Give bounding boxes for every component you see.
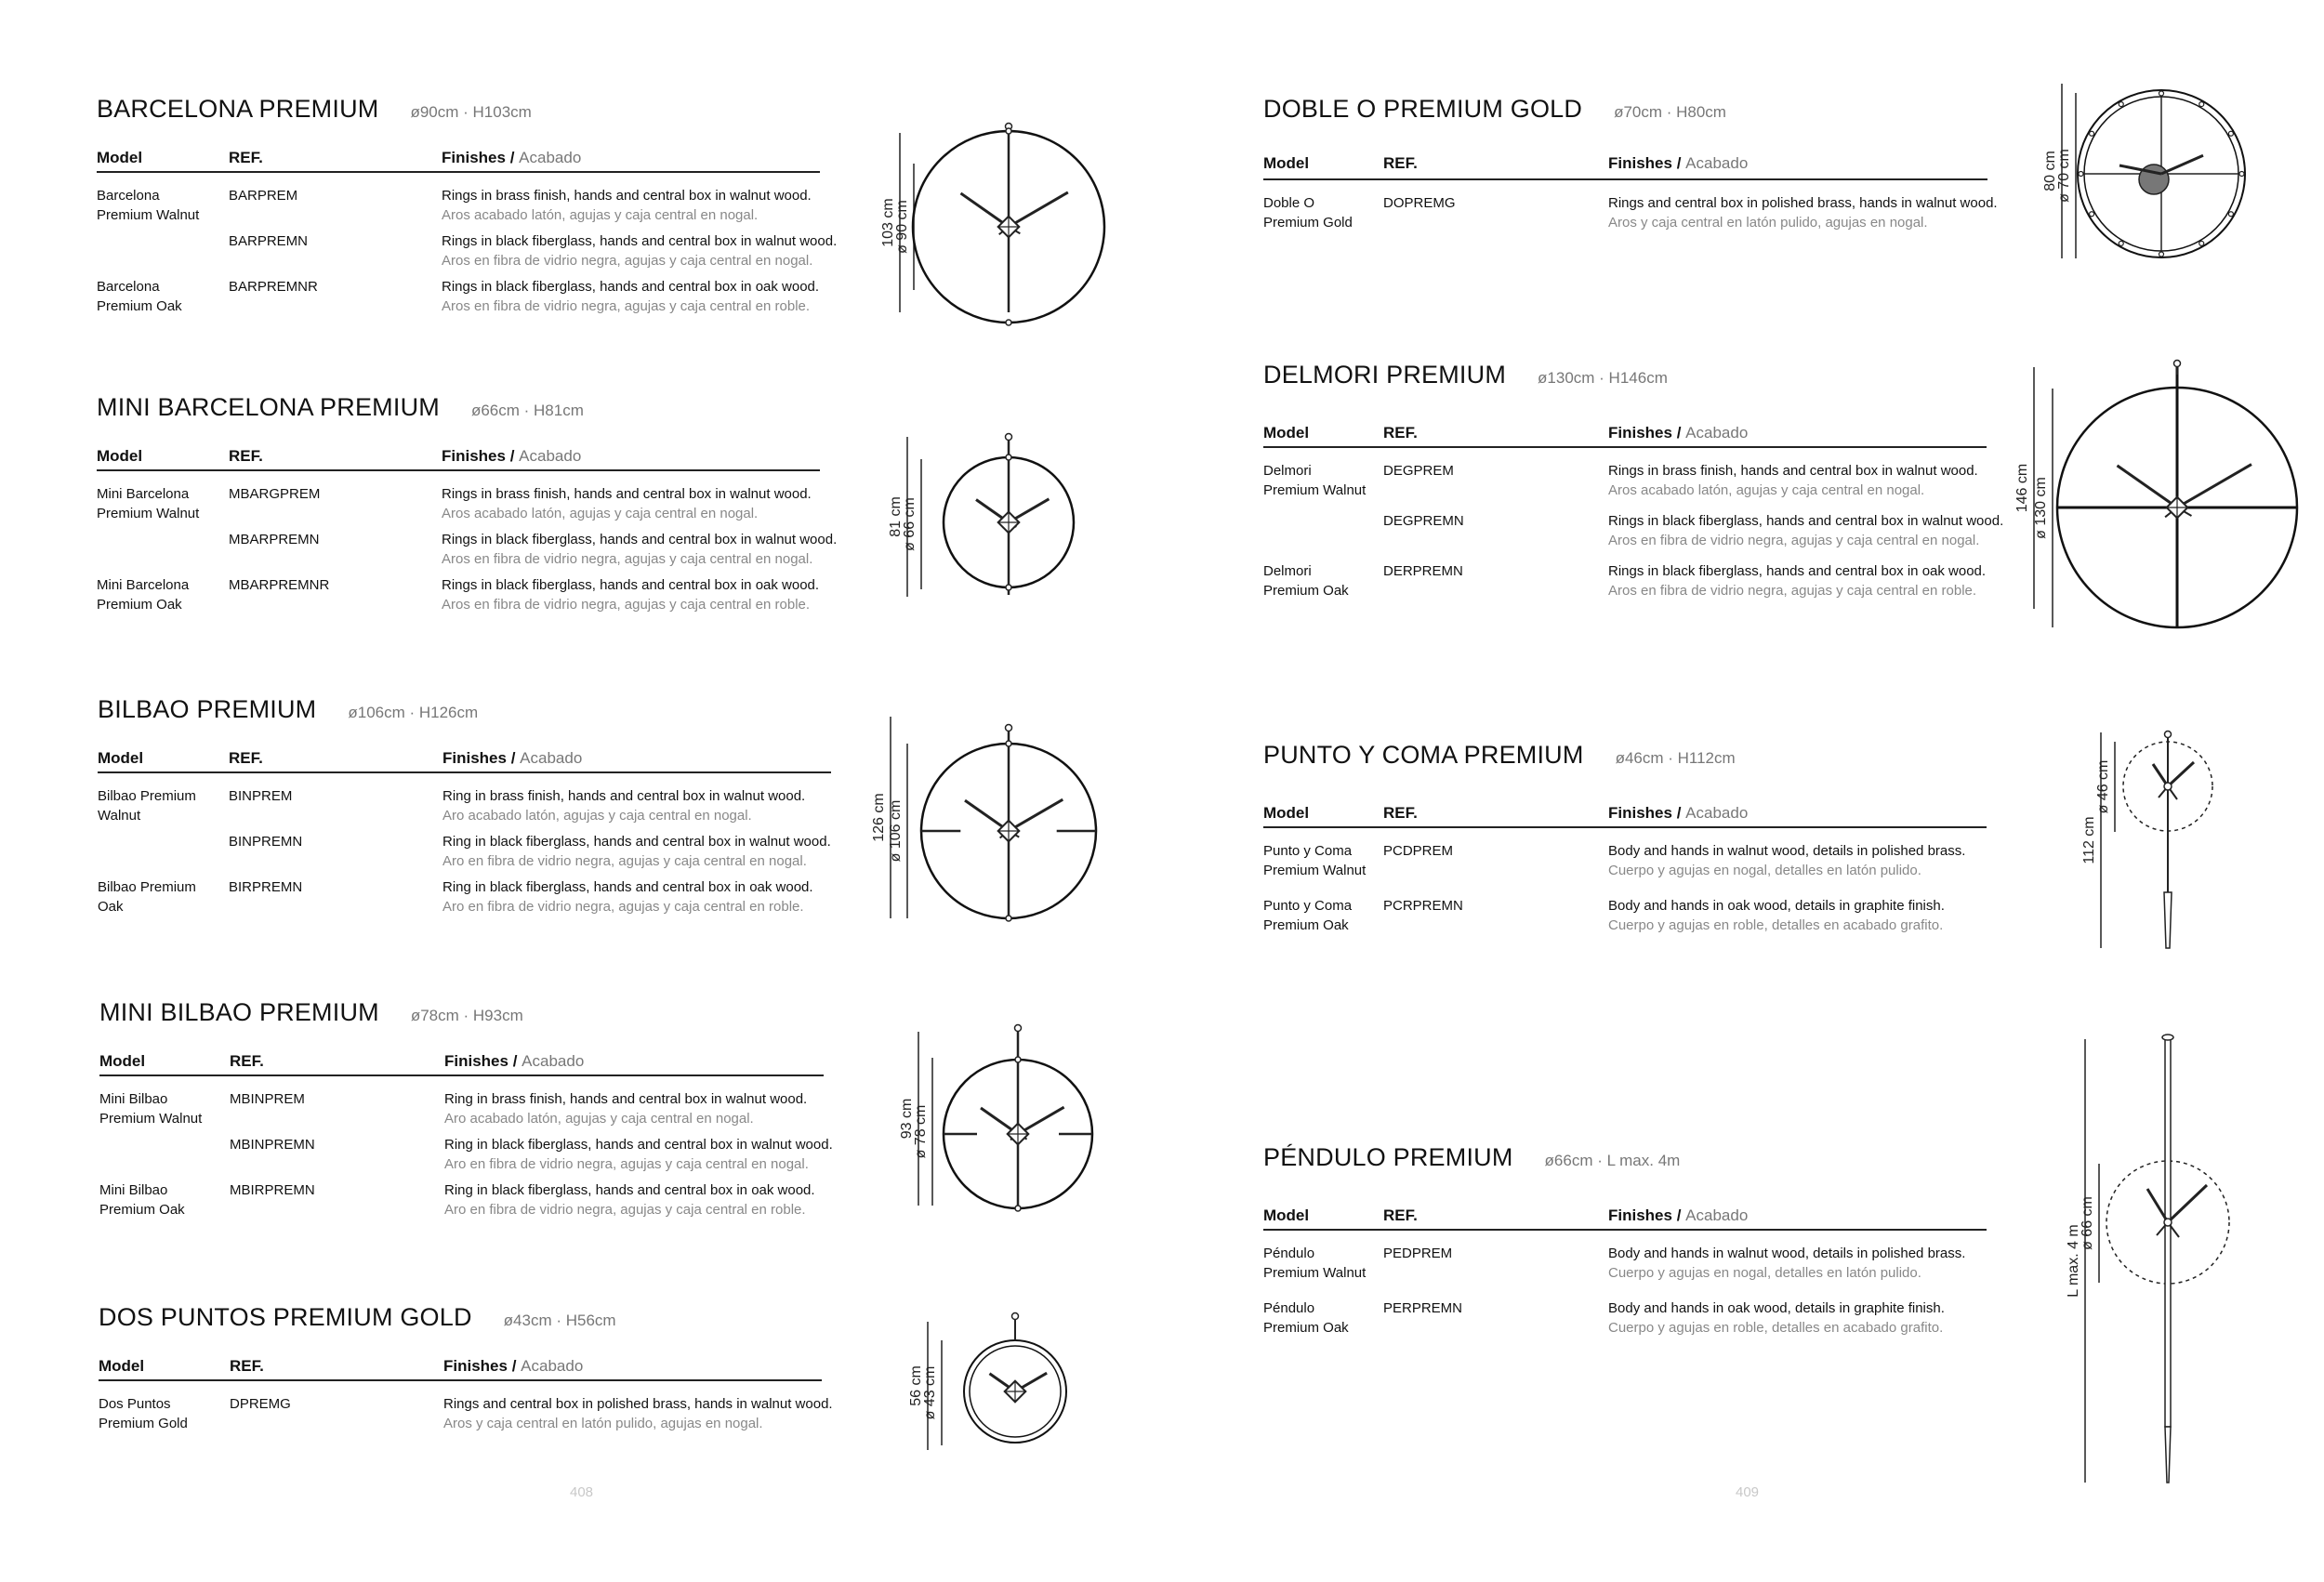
dimension-label: 146 cm [2014, 463, 2030, 513]
product-dimensions: ø66cm · L max. 4m [1544, 1152, 1681, 1169]
model-name-line: Barcelona [97, 279, 160, 295]
reference-code: DPREMG [230, 1396, 291, 1412]
dimension-label: ø 46 cm [2095, 759, 2111, 814]
reference-code: PEDPREM [1383, 1246, 1453, 1261]
header-rule [1263, 178, 1987, 180]
product-section [1263, 1143, 2100, 1422]
acabado-label: Acabado [519, 447, 582, 465]
model-name [99, 1089, 225, 1128]
finish-english: Rings in brass finish, hands and central box in walnut wood. [442, 486, 812, 502]
clock-ring [913, 131, 1104, 323]
acabado-label: Acabado [1685, 154, 1749, 172]
minute-hand [2177, 465, 2251, 508]
product-title: BARCELONA PREMIUM [97, 95, 379, 123]
clock-ring [944, 457, 1074, 587]
model-name-line: Delmori [1263, 463, 1312, 479]
clock-ring [921, 744, 1096, 918]
reference-code: DEGPREMN [1383, 513, 1464, 529]
column-header-ref: REF. [1383, 424, 1418, 442]
header-rule [98, 771, 831, 773]
column-header-finishes [442, 149, 581, 167]
model-name-line: Premium Oak [97, 597, 182, 613]
model-name-line: Punto y Coma [1263, 843, 1353, 859]
model-name [99, 1394, 224, 1433]
product-section [1263, 95, 2100, 374]
finish-description [442, 832, 831, 871]
column-header-ref: REF. [229, 447, 263, 465]
finish-description [1608, 1299, 1945, 1338]
pendulum-tip [2164, 892, 2172, 948]
dimension-label: ø 66 cm [2080, 1196, 2095, 1250]
dimension-label: 93 cm [899, 1098, 915, 1140]
finish-english: Rings in black fiberglass, hands and central box in walnut wood. [1608, 513, 2004, 529]
product-dimensions: ø130cm · H146cm [1538, 369, 1668, 387]
reference-code: DEGPREM [1383, 463, 1454, 479]
column-header-model: Model [1263, 424, 1310, 442]
finishes-slash: / [511, 1357, 517, 1375]
column-header-finishes [1608, 1206, 1748, 1225]
product-dimensions: ø106cm · H126cm [348, 704, 479, 721]
finishes-slash: / [510, 749, 516, 767]
column-header-finishes [1608, 154, 1748, 173]
finish-description [1608, 193, 1998, 232]
finish-spanish: Aros en fibra de vidrio negra, agujas y caja central en nogal. [442, 253, 813, 269]
finish-description [442, 277, 819, 316]
model-name-line: Premium Oak [97, 298, 182, 314]
column-header-model: Model [98, 749, 144, 767]
acabado-label: Acabado [520, 749, 583, 767]
dimension-label: ø 70 cm [2056, 149, 2072, 203]
hour-hand [961, 193, 1010, 227]
reference-code: DOPREMG [1383, 195, 1456, 211]
finish-description [444, 1180, 815, 1219]
model-name-line: Péndulo [1263, 1300, 1315, 1316]
finish-english: Body and hands in oak wood, details in graphite finish. [1608, 898, 1945, 914]
finish-spanish: Aros en fibra de vidrio negra, agujas y caja central en roble. [442, 298, 811, 314]
header-rule [1263, 446, 1987, 448]
model-name-line: Premium Walnut [97, 506, 200, 521]
product-title-row [99, 998, 523, 1027]
product-section [99, 1303, 935, 1582]
model-name [97, 575, 222, 614]
column-header-ref: REF. [230, 1357, 264, 1375]
product-section [99, 998, 936, 1277]
model-name-line: Premium Gold [99, 1416, 188, 1431]
model-name-line: Mini Barcelona [97, 577, 190, 593]
finish-spanish: Aros en fibra de vidrio negra, agujas y caja central en nogal. [1608, 533, 1980, 548]
central-box [2139, 165, 2169, 194]
central-box [2166, 496, 2188, 519]
hour-hand [976, 500, 1009, 523]
model-name-line: Mini Barcelona [97, 486, 190, 502]
finish-english: Ring in black fiberglass, hands and central box in walnut wood. [444, 1137, 833, 1153]
finish-spanish: Aros en fibra de vidrio negra, agujas y caja central en roble. [442, 597, 811, 613]
column-header-model: Model [1263, 154, 1310, 172]
reference-code: PCRPREMN [1383, 898, 1463, 914]
dimension-label: 56 cm [908, 1365, 924, 1406]
product-title: MINI BARCELONA PREMIUM [97, 393, 440, 421]
finish-spanish: Aro en fibra de vidrio negra, agujas y caja central en roble. [444, 1202, 806, 1218]
minute-hand [1018, 1107, 1064, 1134]
clock-ring [964, 1340, 1066, 1443]
minute-hand [2168, 762, 2194, 786]
finishes-label: Finishes [1608, 804, 1672, 822]
product-title-row [1263, 361, 1668, 389]
product-title: DOBLE O PREMIUM GOLD [1263, 95, 1583, 123]
product-title: MINI BILBAO PREMIUM [99, 998, 379, 1026]
model-name [1263, 561, 1389, 600]
model-name-line: Premium Oak [1263, 583, 1349, 599]
hour-hand [2118, 466, 2178, 508]
dimension-label: 103 cm [880, 198, 896, 247]
reference-code: MBINPREM [230, 1091, 305, 1107]
finish-spanish: Aro acabado latón, agujas y caja central en nogal. [444, 1111, 754, 1127]
model-name-line: Premium Walnut [97, 207, 200, 223]
model-name [98, 786, 223, 825]
reference-code: BARPREMNR [229, 279, 318, 295]
column-header-finishes [442, 447, 581, 466]
pendulum-body [2165, 1039, 2171, 1427]
minute-hand [1009, 799, 1063, 831]
dimension-label: 81 cm [888, 496, 904, 537]
finish-description [442, 575, 819, 614]
dimension-label: 112 cm [2081, 816, 2097, 864]
column-header-ref: REF. [229, 749, 263, 767]
finish-description [443, 1394, 833, 1433]
header-rule [99, 1379, 822, 1381]
finish-description [1608, 896, 1945, 935]
product-title: BILBAO PREMIUM [98, 695, 317, 723]
column-header-model: Model [1263, 1206, 1310, 1224]
model-name-line: Barcelona [97, 188, 160, 204]
reference-code: DERPREMN [1383, 563, 1463, 579]
finish-english: Rings in black fiberglass, hands and central box in oak wood. [442, 577, 820, 593]
product-title-row [97, 393, 584, 422]
minute-hand [1009, 499, 1049, 522]
hour-hand [990, 1374, 1016, 1391]
product-dimensions: ø78cm · H93cm [410, 1007, 523, 1024]
finish-english: Rings in black fiberglass, hands and central box in walnut wood. [442, 233, 838, 249]
reference-code: MBARPREMNR [229, 577, 330, 593]
acabado-label: Acabado [521, 1357, 584, 1375]
finish-description [442, 877, 813, 916]
model-name-line: Premium Walnut [1263, 482, 1367, 498]
product-title-row [98, 695, 478, 724]
dimension-label: ø 43 cm [922, 1365, 938, 1420]
header-rule [97, 171, 820, 173]
acabado-label: Acabado [1685, 1206, 1749, 1224]
column-header-ref: REF. [1383, 1206, 1418, 1224]
finish-description [444, 1135, 833, 1174]
finish-description [442, 186, 812, 225]
product-title-row [99, 1303, 616, 1332]
central-box [2164, 1219, 2172, 1226]
header-rule [1263, 826, 1987, 828]
column-header-model: Model [99, 1357, 145, 1375]
product-title: PÉNDULO PREMIUM [1263, 1143, 1513, 1171]
finishes-slash: / [1676, 804, 1682, 822]
finish-english: Ring in black fiberglass, hands and central box in walnut wood. [442, 834, 831, 850]
acabado-label: Acabado [1685, 424, 1749, 442]
model-name [1263, 1244, 1389, 1283]
column-header-ref: REF. [1383, 804, 1418, 822]
dimension-label: ø 106 cm [888, 799, 904, 863]
central-box [2164, 783, 2172, 790]
central-box [997, 216, 1020, 238]
column-header-ref: REF. [230, 1052, 264, 1070]
clock-ring [944, 1060, 1092, 1208]
finish-description [444, 1089, 807, 1128]
model-name [1263, 841, 1389, 880]
reference-code: BIRPREMN [229, 879, 303, 895]
product-title-row [1263, 741, 1736, 770]
finish-english: Body and hands in oak wood, details in graphite finish. [1608, 1300, 1945, 1316]
reference-code: PCDPREM [1383, 843, 1454, 859]
finishes-label: Finishes [1608, 154, 1672, 172]
model-name-line: Delmori [1263, 563, 1312, 579]
finish-english: Ring in black fiberglass, hands and central box in oak wood. [444, 1182, 815, 1198]
model-name [97, 277, 222, 316]
product-section [97, 393, 933, 672]
finishes-label: Finishes [442, 149, 506, 166]
model-name [99, 1180, 225, 1219]
product-title: DOS PUNTOS PREMIUM GOLD [99, 1303, 472, 1331]
product-title: PUNTO Y COMA PREMIUM [1263, 741, 1584, 769]
model-name-line: Premium Gold [1263, 215, 1353, 231]
product-dimensions: ø90cm · H103cm [410, 103, 532, 121]
model-name-line: Mini Bilbao [99, 1182, 168, 1198]
finishes-slash: / [1676, 154, 1682, 172]
finish-spanish: Aro acabado latón, agujas y caja central en nogal. [442, 808, 752, 824]
column-header-finishes [443, 1357, 583, 1376]
reference-code: BINPREMN [229, 834, 303, 850]
model-name-line: Punto y Coma [1263, 898, 1353, 914]
finishes-label: Finishes [1608, 424, 1672, 442]
central-box [1007, 1123, 1029, 1145]
dimension-label: L max. 4 m [2066, 1224, 2081, 1298]
finish-spanish: Cuerpo y agujas en nogal, detalles en latón pulido. [1608, 863, 1921, 878]
model-name-line: Premium Oak [99, 1202, 185, 1218]
dimension-label: ø 78 cm [913, 1104, 929, 1159]
page-number-left: 408 [570, 1484, 594, 1500]
model-name [1263, 896, 1389, 935]
model-name-line: Dos Puntos [99, 1396, 171, 1412]
reference-code: MBARGPREM [229, 486, 321, 502]
finish-description [1608, 511, 2003, 550]
finishes-label: Finishes [443, 1357, 508, 1375]
hour-hand [2147, 1189, 2168, 1222]
page-number-right: 409 [1736, 1484, 1760, 1500]
model-name [1263, 461, 1389, 500]
dimension-label: 80 cm [2042, 151, 2058, 191]
product-section [97, 95, 933, 374]
model-name-line: Bilbao Premium [98, 879, 196, 895]
column-header-finishes [1608, 424, 1748, 442]
product-title-row [97, 95, 532, 124]
finishes-slash: / [512, 1052, 518, 1070]
finish-spanish: Aro en fibra de vidrio negra, agujas y caja central en nogal. [444, 1156, 809, 1172]
minute-hand [1009, 192, 1068, 227]
inner-ring [970, 1346, 1061, 1437]
column-header-finishes [444, 1052, 584, 1071]
finish-description [442, 484, 812, 523]
finish-spanish: Aro en fibra de vidrio negra, agujas y caja central en roble. [442, 899, 804, 915]
model-name [97, 186, 222, 225]
finish-english: Rings in brass finish, hands and central box in walnut wood. [442, 188, 812, 204]
model-name-line: Premium Walnut [1263, 863, 1367, 878]
header-rule [99, 1074, 824, 1076]
product-dimensions: ø70cm · H80cm [1614, 103, 1726, 121]
model-name [1263, 1299, 1389, 1338]
clock-ring [2078, 90, 2245, 257]
reference-code: BINPREM [229, 788, 293, 804]
finish-description [1608, 461, 1978, 500]
column-header-finishes [1608, 804, 1748, 823]
column-header-model: Model [99, 1052, 146, 1070]
model-name-line: Premium Oak [1263, 917, 1349, 933]
acabado-label: Acabado [519, 149, 582, 166]
model-name-line: Premium Walnut [99, 1111, 203, 1127]
hour-hand [2153, 764, 2168, 786]
product-dimensions: ø46cm · H112cm [1615, 749, 1736, 767]
product-title-row [1263, 95, 1726, 124]
model-name-line: Mini Bilbao [99, 1091, 168, 1107]
column-header-ref: REF. [229, 149, 263, 166]
central-box [997, 820, 1020, 842]
finish-english: Rings in black fiberglass, hands and central box in oak wood. [442, 279, 820, 295]
finish-description [1608, 1244, 1965, 1283]
finish-spanish: Aros acabado latón, agujas y caja central en nogal. [442, 506, 759, 521]
finish-spanish: Aros acabado latón, agujas y caja central en nogal. [442, 207, 759, 223]
finishes-label: Finishes [442, 447, 506, 465]
finish-english: Rings and central box in polished brass, hands in walnut wood. [1608, 195, 1998, 211]
column-header-model: Model [1263, 804, 1310, 822]
product-section [98, 695, 934, 974]
finish-spanish: Aros y caja central en latón pulido, agujas en nogal. [443, 1416, 763, 1431]
finish-description [1608, 561, 1986, 600]
minute-hand [2168, 1185, 2207, 1222]
product-section [1263, 741, 2100, 1020]
hour-hand [2119, 165, 2161, 174]
finish-spanish: Cuerpo y agujas en roble, detalles en acabado grafito. [1608, 1320, 1944, 1336]
column-header-model: Model [97, 447, 143, 465]
model-name-line: Premium Walnut [1263, 1265, 1367, 1281]
finish-english: Rings in black fiberglass, hands and central box in oak wood. [1608, 563, 1987, 579]
reference-code: MBARPREMN [229, 532, 320, 547]
finishes-label: Finishes [444, 1052, 508, 1070]
finish-english: Body and hands in walnut wood, details in polished brass. [1608, 843, 1966, 859]
header-rule [97, 469, 820, 471]
column-header-model: Model [97, 149, 143, 166]
model-name [1263, 193, 1389, 232]
reference-code: BARPREM [229, 188, 298, 204]
minute-hand [2161, 155, 2203, 174]
product-title: DELMORI PREMIUM [1263, 361, 1507, 389]
product-title-row [1263, 1143, 1680, 1172]
model-name [97, 484, 222, 523]
finish-description [442, 231, 837, 270]
finish-spanish: Aros y caja central en latón pulido, agujas en nogal. [1608, 215, 1928, 231]
clock-outline [2123, 742, 2212, 831]
finish-spanish: Cuerpo y agujas en roble, detalles en acabado grafito. [1608, 917, 1944, 933]
finish-english: Body and hands in walnut wood, details in polished brass. [1608, 1246, 1966, 1261]
finish-spanish: Aros en fibra de vidrio negra, agujas y caja central en roble. [1608, 583, 1977, 599]
model-name-line: Péndulo [1263, 1246, 1315, 1261]
product-dimensions: ø43cm · H56cm [503, 1312, 616, 1329]
finish-english: Rings in brass finish, hands and central box in walnut wood. [1608, 463, 1978, 479]
finish-english: Rings in black fiberglass, hands and central box in walnut wood. [442, 532, 838, 547]
finishes-slash: / [509, 149, 515, 166]
finish-spanish: Aros acabado latón, agujas y caja central en nogal. [1608, 482, 1925, 498]
minute-hand [1015, 1373, 1047, 1391]
finish-english: Ring in black fiberglass, hands and central box in oak wood. [442, 879, 813, 895]
model-name-line: Bilbao Premium [98, 788, 196, 804]
product-dimensions: ø66cm · H81cm [470, 402, 584, 419]
model-name [98, 877, 223, 916]
dimension-label: 126 cm [871, 793, 887, 842]
hour-hand [981, 1108, 1018, 1134]
header-rule [1263, 1229, 1987, 1231]
central-box [997, 511, 1020, 534]
reference-code: MBINPREMN [230, 1137, 315, 1153]
model-name-line: Doble O [1263, 195, 1315, 211]
clock-outline [2106, 1161, 2229, 1284]
finishes-slash: / [1676, 424, 1682, 442]
model-name-line: Oak [98, 899, 124, 915]
pendulum-tip [2165, 1427, 2171, 1483]
finish-english: Ring in brass finish, hands and central box in walnut wood. [442, 788, 806, 804]
reference-code: PERPREMN [1383, 1300, 1463, 1316]
dimension-label: ø 90 cm [894, 200, 910, 254]
finish-description [442, 530, 837, 569]
reference-code: MBIRPREMN [230, 1182, 315, 1198]
finishes-label: Finishes [442, 749, 507, 767]
finishes-slash: / [509, 447, 515, 465]
dimension-label: ø 66 cm [902, 497, 918, 551]
model-name-line: Premium Oak [1263, 1320, 1349, 1336]
finish-description [442, 786, 805, 825]
dimension-label: ø 130 cm [2033, 477, 2049, 539]
finish-description [1608, 841, 1965, 880]
finish-english: Ring in brass finish, hands and central box in walnut wood. [444, 1091, 808, 1107]
inner-ring [2084, 97, 2238, 251]
model-name-line: Walnut [98, 808, 141, 824]
reference-code: BARPREMN [229, 233, 309, 249]
finishes-label: Finishes [1608, 1206, 1672, 1224]
acabado-label: Acabado [1685, 804, 1749, 822]
finish-spanish: Cuerpo y agujas en nogal, detalles en latón pulido. [1608, 1265, 1921, 1281]
acabado-label: Acabado [522, 1052, 585, 1070]
central-box [1004, 1380, 1026, 1403]
product-section [1263, 361, 2100, 639]
finish-english: Rings and central box in polished brass, hands in walnut wood. [443, 1396, 833, 1412]
finishes-slash: / [1676, 1206, 1682, 1224]
finish-spanish: Aros en fibra de vidrio negra, agujas y caja central en nogal. [442, 551, 813, 567]
hour-hand [965, 800, 1009, 831]
column-header-ref: REF. [1383, 154, 1418, 172]
finish-spanish: Aro en fibra de vidrio negra, agujas y caja central en nogal. [442, 853, 807, 869]
column-header-finishes [442, 749, 582, 768]
